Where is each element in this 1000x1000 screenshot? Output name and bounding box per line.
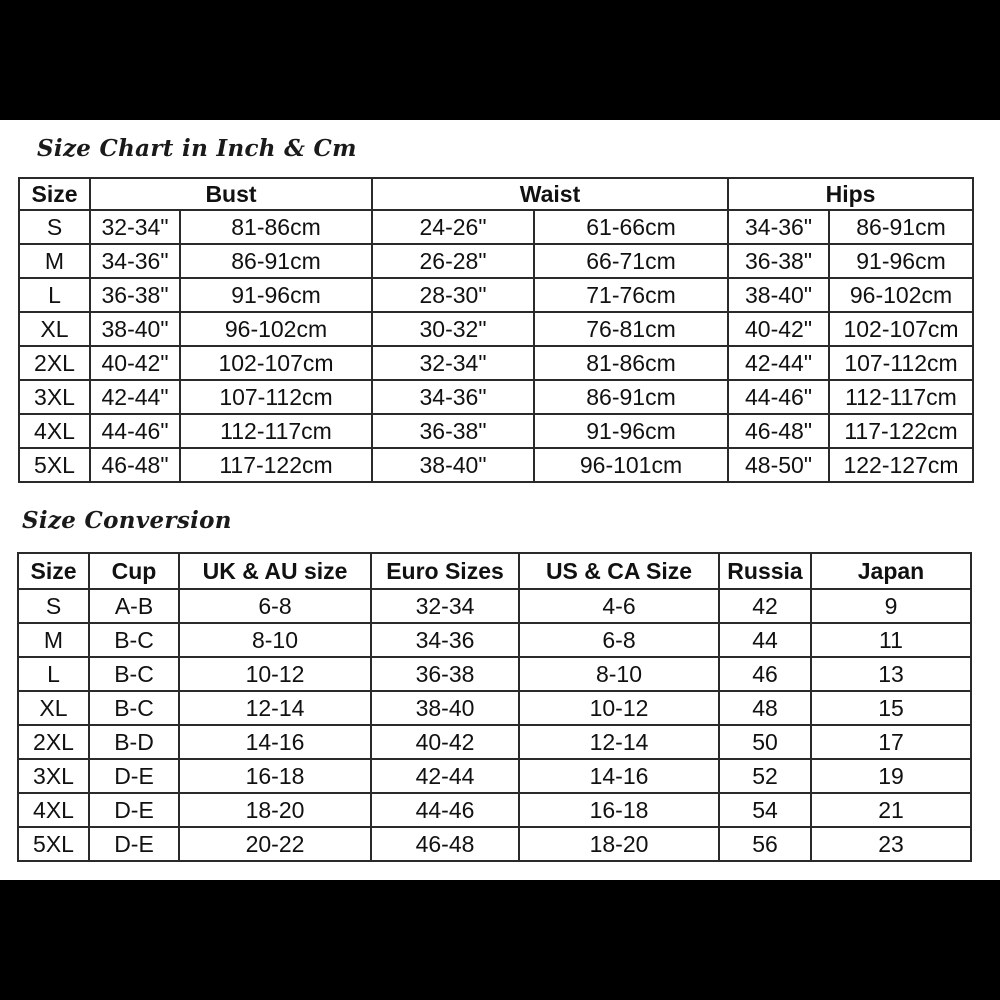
cell-waist-cm: 66-71cm [534, 244, 728, 278]
cell-hips-cm: 96-102cm [829, 278, 973, 312]
cell-bust-in: 36-38" [90, 278, 180, 312]
cell-size: 5XL [18, 827, 89, 861]
cell-japan: 15 [811, 691, 971, 725]
cell-cup: A-B [89, 589, 179, 623]
cell-us-ca-size: 8-10 [519, 657, 719, 691]
cell-us-ca-size: 6-8 [519, 623, 719, 657]
table-row [19, 448, 973, 482]
cell-russia: 48 [719, 691, 811, 725]
table-row [18, 623, 971, 657]
cell-waist-in: 38-40" [372, 448, 534, 482]
size-conversion-body [18, 589, 971, 861]
cell-euro-sizes: 32-34 [371, 589, 519, 623]
cell-euro-sizes: 44-46 [371, 793, 519, 827]
cell-euro-sizes: 40-42 [371, 725, 519, 759]
cell-uk-au-size: 12-14 [179, 691, 371, 725]
table-row [19, 244, 973, 278]
cell-hips-in: 48-50" [728, 448, 829, 482]
cell-waist-in: 34-36" [372, 380, 534, 414]
cell-hips-in: 38-40" [728, 278, 829, 312]
cell-russia: 44 [719, 623, 811, 657]
cell-euro-sizes: 38-40 [371, 691, 519, 725]
cell-bust-cm: 86-91cm [180, 244, 372, 278]
cell-waist-in: 26-28" [372, 244, 534, 278]
cell-euro-sizes: 34-36 [371, 623, 519, 657]
cell-waist-cm: 71-76cm [534, 278, 728, 312]
cell-uk-au-size: 6-8 [179, 589, 371, 623]
header-russia: Russia [719, 553, 811, 589]
cell-hips-in: 46-48" [728, 414, 829, 448]
cell-waist-in: 32-34" [372, 346, 534, 380]
cell-russia: 42 [719, 589, 811, 623]
cell-bust-cm: 91-96cm [180, 278, 372, 312]
cell-us-ca-size: 12-14 [519, 725, 719, 759]
cell-bust-in: 42-44" [90, 380, 180, 414]
header-us-ca-size: US & CA Size [519, 553, 719, 589]
table-row [19, 312, 973, 346]
table-row [19, 414, 973, 448]
cell-cup: D-E [89, 759, 179, 793]
cell-japan: 21 [811, 793, 971, 827]
cell-size: 3XL [18, 759, 89, 793]
cell-waist-cm: 81-86cm [534, 346, 728, 380]
cell-japan: 23 [811, 827, 971, 861]
cell-waist-in: 36-38" [372, 414, 534, 448]
table-row [18, 827, 971, 861]
cell-size: XL [18, 691, 89, 725]
cell-waist-cm: 61-66cm [534, 210, 728, 244]
header-uk-au-size: UK & AU size [179, 553, 371, 589]
cell-russia: 56 [719, 827, 811, 861]
size-chart-header-row [19, 178, 973, 210]
cell-size: 3XL [19, 380, 90, 414]
cell-bust-cm: 117-122cm [180, 448, 372, 482]
table-row [18, 759, 971, 793]
cell-japan: 13 [811, 657, 971, 691]
cell-hips-in: 34-36" [728, 210, 829, 244]
cell-bust-in: 44-46" [90, 414, 180, 448]
cell-bust-in: 38-40" [90, 312, 180, 346]
cell-hips-cm: 107-112cm [829, 346, 973, 380]
cell-euro-sizes: 36-38 [371, 657, 519, 691]
cell-cup: D-E [89, 793, 179, 827]
cell-waist-cm: 76-81cm [534, 312, 728, 346]
cell-hips-in: 40-42" [728, 312, 829, 346]
header-euro-sizes: Euro Sizes [371, 553, 519, 589]
size-conversion-title: Size Conversion [22, 507, 232, 534]
cell-bust-cm: 81-86cm [180, 210, 372, 244]
cell-waist-in: 24-26" [372, 210, 534, 244]
header-hips: Hips [728, 178, 973, 210]
cell-uk-au-size: 20-22 [179, 827, 371, 861]
cell-bust-in: 46-48" [90, 448, 180, 482]
cell-size: 4XL [19, 414, 90, 448]
size-chart-table [18, 177, 974, 483]
cell-size: S [19, 210, 90, 244]
cell-uk-au-size: 18-20 [179, 793, 371, 827]
cell-size: L [18, 657, 89, 691]
cell-hips-cm: 91-96cm [829, 244, 973, 278]
cell-us-ca-size: 16-18 [519, 793, 719, 827]
cell-uk-au-size: 14-16 [179, 725, 371, 759]
cell-waist-in: 30-32" [372, 312, 534, 346]
cell-size: S [18, 589, 89, 623]
cell-hips-cm: 112-117cm [829, 380, 973, 414]
cell-waist-cm: 91-96cm [534, 414, 728, 448]
table-row [19, 210, 973, 244]
table-row [18, 725, 971, 759]
table-row [18, 691, 971, 725]
size-conversion-table [17, 552, 972, 862]
cell-japan: 17 [811, 725, 971, 759]
cell-hips-cm: 102-107cm [829, 312, 973, 346]
cell-waist-cm: 86-91cm [534, 380, 728, 414]
cell-japan: 19 [811, 759, 971, 793]
cell-japan: 11 [811, 623, 971, 657]
cell-bust-in: 34-36" [90, 244, 180, 278]
cell-bust-cm: 112-117cm [180, 414, 372, 448]
size-conversion-header-row [18, 553, 971, 589]
table-row [18, 657, 971, 691]
cell-hips-cm: 86-91cm [829, 210, 973, 244]
cell-cup: B-C [89, 657, 179, 691]
cell-cup: D-E [89, 827, 179, 861]
cell-uk-au-size: 10-12 [179, 657, 371, 691]
table-row [18, 793, 971, 827]
cell-hips-in: 36-38" [728, 244, 829, 278]
header-size: Size [19, 178, 90, 210]
table-row [19, 278, 973, 312]
cell-bust-in: 32-34" [90, 210, 180, 244]
cell-us-ca-size: 4-6 [519, 589, 719, 623]
table-row [19, 346, 973, 380]
cell-russia: 54 [719, 793, 811, 827]
cell-us-ca-size: 14-16 [519, 759, 719, 793]
cell-russia: 52 [719, 759, 811, 793]
cell-hips-cm: 122-127cm [829, 448, 973, 482]
cell-bust-cm: 107-112cm [180, 380, 372, 414]
cell-hips-cm: 117-122cm [829, 414, 973, 448]
header-japan: Japan [811, 553, 971, 589]
header-size: Size [18, 553, 89, 589]
cell-size: 4XL [18, 793, 89, 827]
cell-russia: 50 [719, 725, 811, 759]
cell-hips-in: 42-44" [728, 346, 829, 380]
table-row [19, 380, 973, 414]
cell-uk-au-size: 16-18 [179, 759, 371, 793]
table-row [18, 589, 971, 623]
cell-size: 2XL [18, 725, 89, 759]
header-cup: Cup [89, 553, 179, 589]
cell-euro-sizes: 46-48 [371, 827, 519, 861]
cell-size: L [19, 278, 90, 312]
cell-us-ca-size: 18-20 [519, 827, 719, 861]
cell-euro-sizes: 42-44 [371, 759, 519, 793]
cell-uk-au-size: 8-10 [179, 623, 371, 657]
cell-japan: 9 [811, 589, 971, 623]
cell-cup: B-D [89, 725, 179, 759]
cell-russia: 46 [719, 657, 811, 691]
cell-waist-cm: 96-101cm [534, 448, 728, 482]
cell-hips-in: 44-46" [728, 380, 829, 414]
cell-us-ca-size: 10-12 [519, 691, 719, 725]
cell-waist-in: 28-30" [372, 278, 534, 312]
header-waist: Waist [372, 178, 728, 210]
cell-bust-cm: 102-107cm [180, 346, 372, 380]
cell-size: M [18, 623, 89, 657]
cell-size: 5XL [19, 448, 90, 482]
size-chart-body [19, 210, 973, 482]
size-chart-title: Size Chart in Inch & Cm [37, 135, 357, 162]
cell-size: M [19, 244, 90, 278]
header-bust: Bust [90, 178, 372, 210]
cell-bust-cm: 96-102cm [180, 312, 372, 346]
cell-bust-in: 40-42" [90, 346, 180, 380]
cell-size: 2XL [19, 346, 90, 380]
cell-cup: B-C [89, 691, 179, 725]
cell-cup: B-C [89, 623, 179, 657]
cell-size: XL [19, 312, 90, 346]
